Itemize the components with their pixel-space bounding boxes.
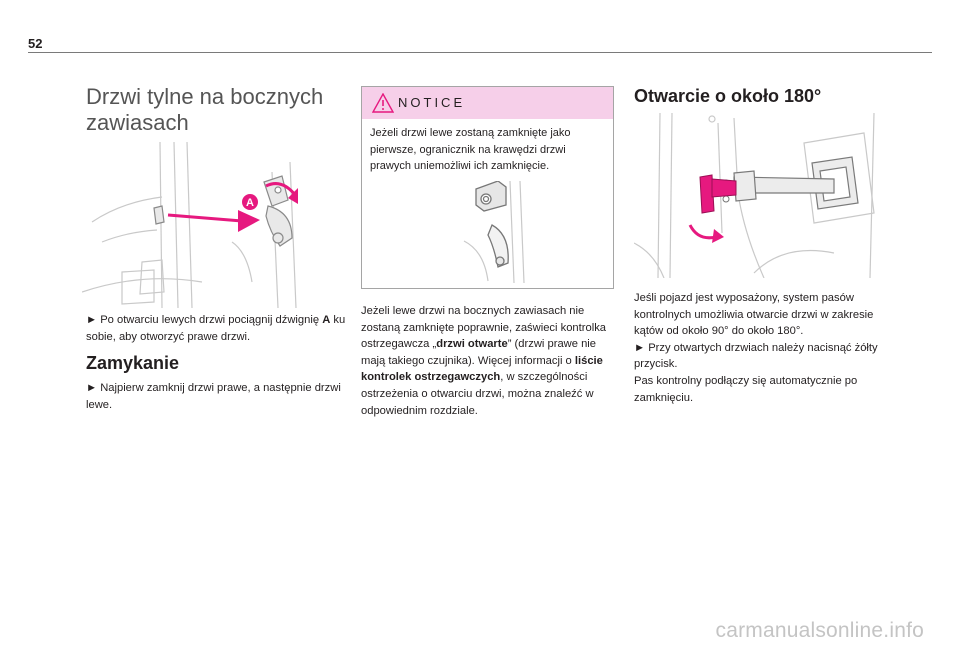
notice-text: Jeżeli drzwi lewe zostaną zamknięte jako pierwsze, ogranicznik na krawędzi drzwi prawych uniemożliwi ich zamknięcie.	[370, 127, 571, 173]
figure-label-a: A	[246, 197, 254, 209]
page-number: 52	[28, 36, 43, 51]
paragraph-check-strap: Jeśli pojazd jest wyposażony, system pasów kontrolnych umożliwia otwarcie drzwi w zakresie kątów od około 90° do około 180°. ► Przy otwartych drzwiach należy nacisnąć żółty przycisk. Pas kontrolny podłączy się automatycznie po zamknięciu.	[634, 292, 878, 404]
paragraph-door-warning: Jeżeli lewe drzwi na bocznych zawiasach nie zostaną zamknięte poprawnie, zaświeci kontrolka ostrzegawcza „drzwi otwarte” (drzwi prawe nie mają takiego czujnika). Więcej informacji o liście kontrolek ostrzegawczych, w szczególności ostrzeżenia o otwarciu drzwi, można znaleźć w odpowiednim rozdziale.	[361, 305, 607, 417]
warning-triangle-icon	[372, 93, 394, 113]
header-rule	[28, 52, 932, 53]
watermark: carmanualsonline.info	[715, 619, 924, 642]
notice-box	[361, 86, 614, 289]
heading-closing: Zamykanie	[86, 353, 180, 373]
arrow-bullet: ►	[86, 382, 98, 394]
check-strap-illustration	[634, 113, 880, 278]
door-lever-illustration	[82, 142, 338, 308]
heading-180-opening: Otwarcie o około 180°	[634, 86, 822, 106]
paragraph-open-right-door: ► Po otwarciu lewych drzwi pociągnij dźwignię A ku sobie, aby otworzyć prawe drzwi.	[86, 314, 346, 343]
arrow-bullet: ►	[86, 314, 98, 326]
section-title: Drzwi tylne na bocznych zawiasach	[86, 84, 324, 135]
door-stop-illustration	[454, 181, 534, 283]
arrow-bullet: ►	[634, 341, 646, 354]
paragraph-closing: ► Najpierw zamknij drzwi prawe, a następnie drzwi lewe.	[86, 382, 341, 411]
notice-header	[362, 87, 613, 119]
notice-title: NOTICE	[398, 95, 466, 110]
